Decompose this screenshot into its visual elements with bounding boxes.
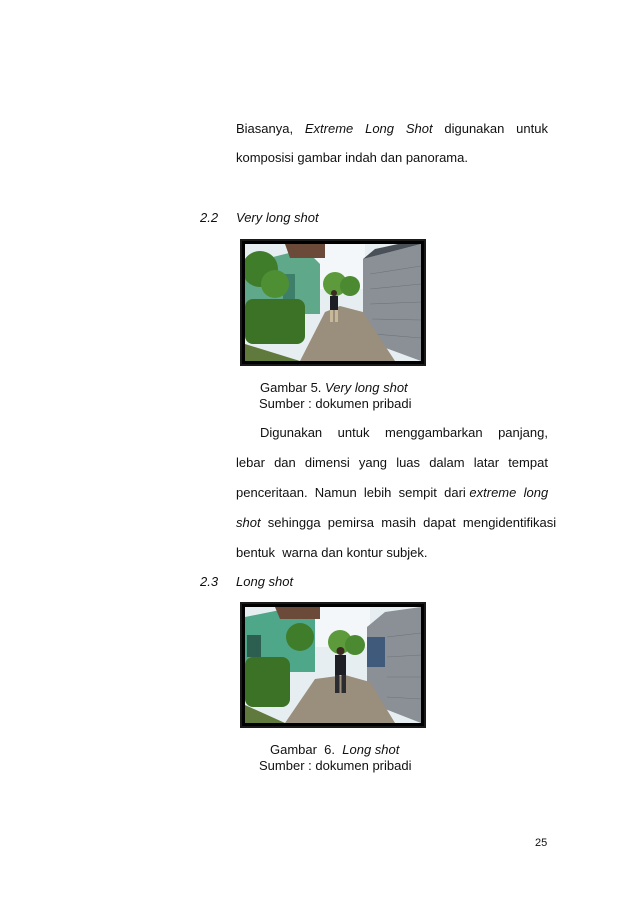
page-number: 25 — [535, 837, 548, 849]
text: penceritaan. Namun lebih sempit dari — [236, 485, 470, 500]
para1-line1 — [236, 121, 548, 137]
word: digunakan — [444, 121, 505, 136]
para2-line3 — [236, 485, 548, 501]
word: Long — [365, 121, 395, 136]
word: dan — [274, 455, 296, 470]
word: Digunakan — [260, 425, 323, 440]
italic-text: shot — [236, 515, 261, 530]
very-long-shot-image — [245, 244, 421, 361]
para2-line1 — [260, 425, 548, 441]
figure5-caption — [260, 380, 408, 396]
para2-line2 — [236, 455, 548, 471]
word: latar — [473, 455, 500, 470]
word: Biasanya, — [236, 121, 294, 136]
word: dalam — [429, 455, 465, 470]
long-shot-image — [245, 607, 421, 723]
italic-text: extreme long — [469, 485, 549, 500]
figure6-photo — [240, 602, 426, 728]
para1-line2: komposisi gambar indah dan panorama. — [236, 150, 468, 165]
word: panjang, — [498, 425, 548, 440]
word: Extreme — [304, 121, 354, 136]
figure6-source: Sumber : dokumen pribadi — [259, 758, 412, 773]
caption-prefix: Gambar 5. — [260, 380, 322, 395]
word: untuk — [516, 121, 548, 136]
caption-italic: Long shot — [342, 742, 400, 757]
word: untuk — [337, 425, 370, 440]
section-title: Very long shot — [236, 210, 319, 225]
word: Shot — [405, 121, 433, 136]
figure5-source: Sumber : dokumen pribadi — [259, 396, 412, 411]
word: dimensi — [304, 455, 350, 470]
word: lebar — [236, 455, 265, 470]
section-number: 2.2 — [200, 210, 219, 225]
section-title: Long shot — [236, 574, 294, 589]
caption-prefix: Gambar 6. — [270, 742, 336, 757]
figure5-photo — [240, 239, 426, 366]
word: yang — [358, 455, 388, 470]
para2-line5: bentuk warna dan kontur subjek. — [236, 545, 428, 560]
caption-italic: Very long shot — [325, 380, 408, 395]
word: menggambarkan — [385, 425, 483, 440]
word: luas — [396, 455, 421, 470]
para2-line4 — [236, 515, 557, 531]
section-number: 2.3 — [200, 574, 219, 589]
figure6-caption — [270, 742, 399, 758]
text: sehingga pemirsa masih dapat mengidentifikasi — [260, 515, 557, 530]
word: tempat — [508, 455, 548, 470]
